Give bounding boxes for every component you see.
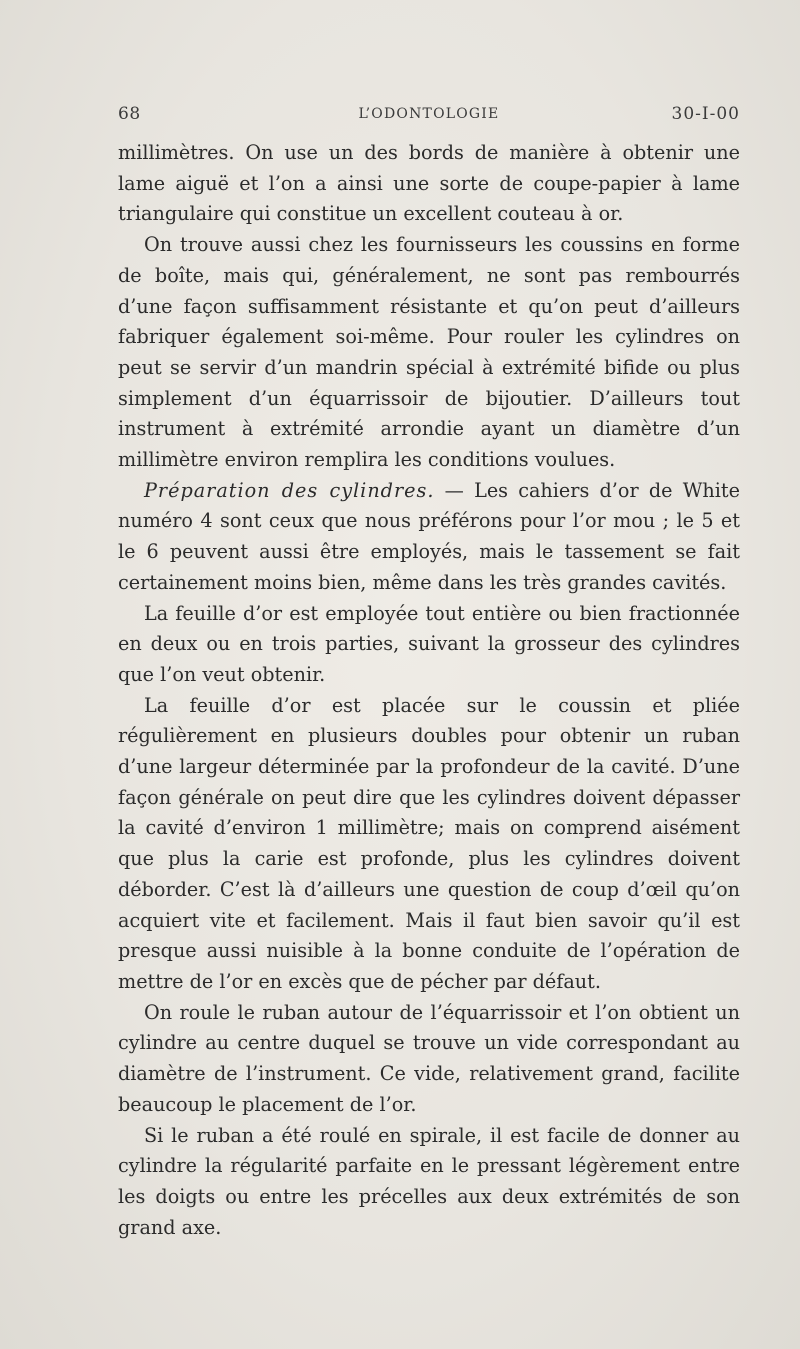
- body-text: [118, 138, 740, 1243]
- running-header: [118, 104, 740, 134]
- paragraph-5: La feuille d’or est placée sur le coussin et pliée régulièrement en plusieurs doubles pour obtenir un ruban d’une largeur déterminée par la profondeur de la cavité. D’une façon générale on peut dire que les cylindres doivent dépasser la cavité d’environ 1 millimètre; mais on comprend aisément que plus la carie est profonde, plus les cylindres doivent déborder. C’est là d’ailleurs une question de coup d’œil qu’on acquiert vite et facilement. Mais il faut bien savoir qu’il est presque aussi nuisible à la bonne conduite de l’opération de mettre de l’or en excès que de pécher par défaut.: [118, 693, 740, 993]
- paragraph-6: On roule le ruban autour de l’équarrissoir et l’on obtient un cylindre au centre duquel se trouve un vide correspondant au diamètre de l’instrument. Ce vide, relativement grand, facilite beaucoup le placement de l’or.: [118, 1000, 740, 1116]
- paragraph-7: Si le ruban a été roulé en spirale, il est facile de donner au cylindre la régularité parfaite en le pressant légèrement entre les doigts ou entre les précelles aux deux extrémités de son grand axe.: [118, 1123, 740, 1239]
- paragraph-2: On trouve aussi chez les fournisseurs les coussins en forme de boîte, mais qui, généralement, ne sont pas rembourrés d’une façon suffisamment résistante et qu’on peut d’ailleurs fabriquer également soi-même. Pour rouler les cylindres on peut se servir d’un mandrin spécial à extrémité bifide ou plus simplement d’un équarrissoir de bijoutier. D’ailleurs tout instrument à extrémité arrondie ayant un diamètre d’un millimètre environ remplira les conditions voulues.: [118, 233, 740, 472]
- section-title: Préparation des cylindres.: [144, 478, 435, 502]
- paragraph-4: La feuille d’or est employée tout entière ou bien fractionnée en deux ou en trois parties, suivant la grosseur des cylindres que l’on veut obtenir.: [118, 601, 740, 686]
- paragraph-1: millimètres. On use un des bords de manière à obtenir une lame aiguë et l’on a ainsi une sorte de coupe-papier à lame triangulaire qui constitue un excellent couteau à or.: [118, 141, 740, 226]
- page-number: 68: [118, 104, 141, 124]
- paragraph-3-text: — Les cahiers d’or de White numéro 4 sont ceux que nous préférons pour l’or mou ; le 5 et le 6 peuvent aussi être employés, mais le tassement se fait certainement moins bien, même dans les très grandes cavités.: [118, 478, 740, 594]
- issue-date: 30-I-00: [671, 104, 740, 124]
- running-title: L’ODONTOLOGIE: [358, 106, 500, 122]
- paragraph-3: [118, 476, 740, 599]
